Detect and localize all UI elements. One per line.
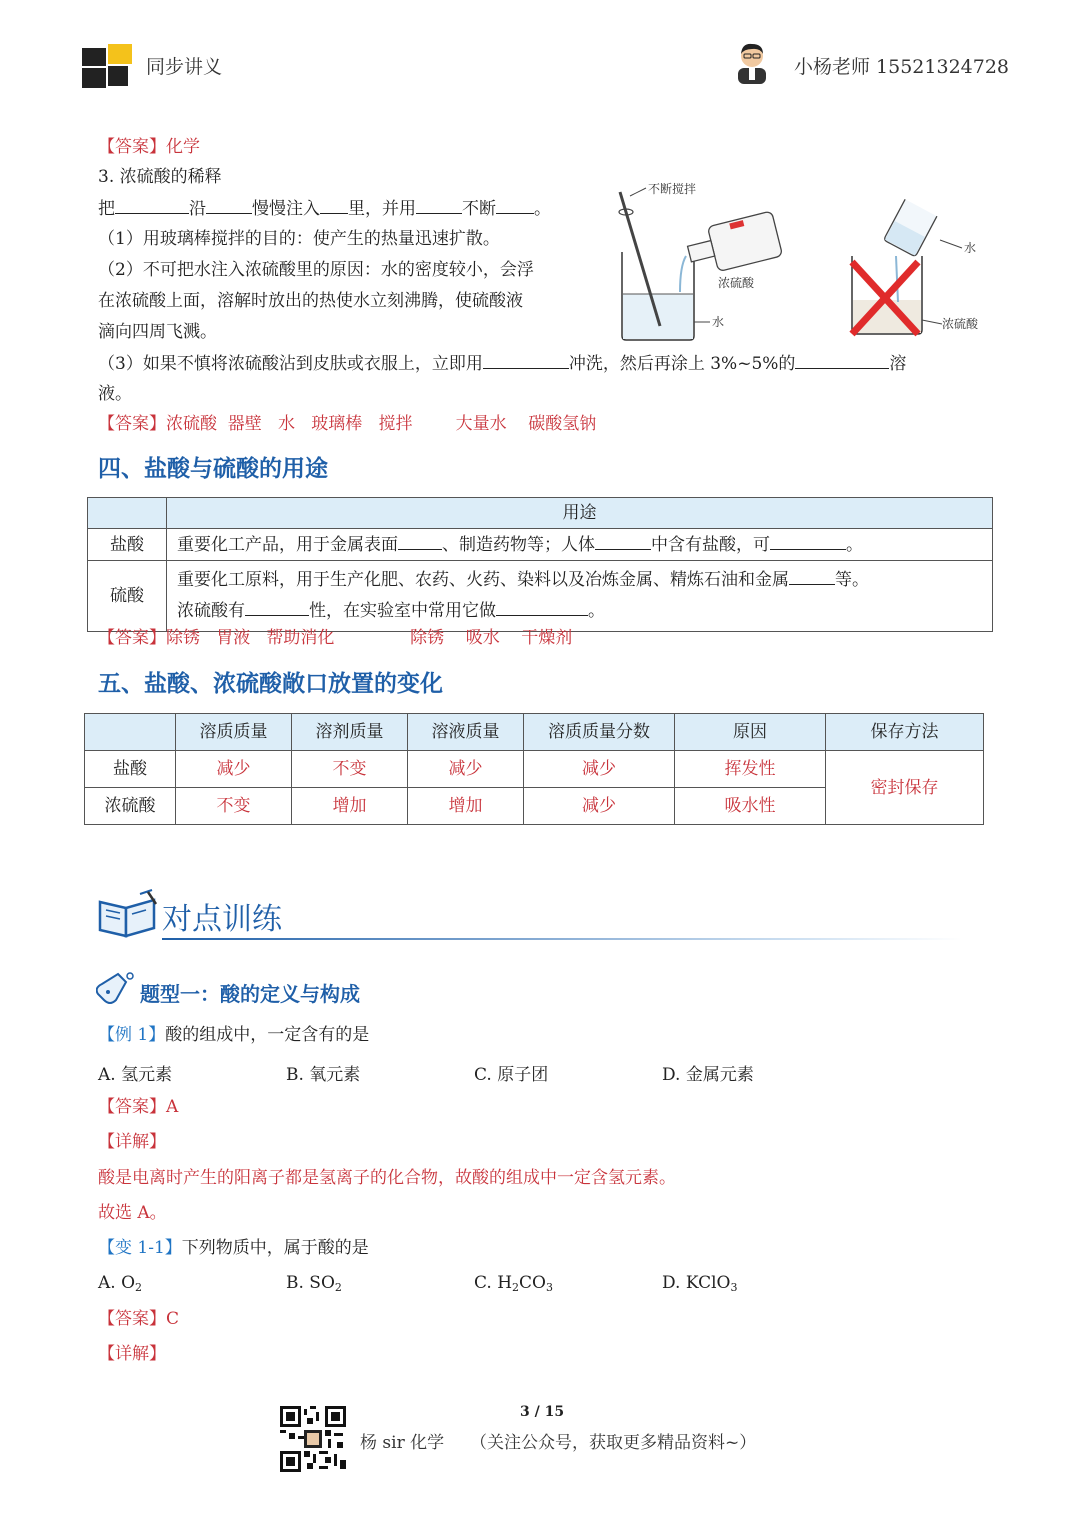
point-2-line-3: 滴向四周飞溅。 [98,322,217,342]
point-2-line-2: 在浓硫酸上面，溶解时放出的热使水立刻沸腾，使硫酸液 [98,291,523,311]
variant-question: 下列物质中，属于酸的是 [181,1238,369,1258]
var-option-b: B. $SO_2$ [286,1273,342,1294]
exposure-storage: 密封保存 [826,751,984,825]
example-1-question: 酸的组成中，一定含有的是 [165,1025,370,1045]
teacher-avatar-icon [734,40,770,84]
ex1-option-a: A. 氢元素 [98,1065,173,1085]
ex1-detail-label: 【详解】 [98,1132,166,1152]
ex1-choose: 故选 A。 [98,1203,167,1223]
row-text-hcl: 重要化工产品，用于金属表面 、制造药物等；人体 中含有盐酸，可 。 [167,529,993,561]
var-detail-label: 【详解】 [98,1344,166,1364]
point-1: （1）用玻璃棒搅拌的目的：使产生的热量迅速扩散。 [98,229,500,249]
exposure-table [84,713,984,825]
ex1-option-b: B. 氧元素 [286,1065,361,1085]
row-text-h2so4: 重要化工原料，用于生产化肥、农药、火药、染料以及冶炼金属、精炼石油和金属 等。 浓硫酸有 性，在实验室中常用它做 。 [167,561,993,632]
training-banner [96,886,976,946]
example-1 [98,1024,369,1046]
footer-note: （关注公众号，获取更多精品资料~） [470,1433,757,1453]
label-stir: 不断搅拌 [648,182,697,196]
exposure-cell: 减少 [524,788,675,825]
uses-table [87,497,993,632]
exposure-cell: 不变 [176,788,292,825]
qr-code[interactable] [280,1406,346,1472]
dilution-figure [608,176,1000,342]
row-name-hcl: 盐酸 [88,529,167,561]
exposure-cell: 减少 [176,751,292,788]
ex1-option-d: D. 金属元素 [662,1065,754,1085]
exposure-head-4: 溶质质量分数 [524,714,675,751]
label-right-acid: 浓硫酸 [942,317,979,331]
exposure-head-6: 保存方法 [826,714,984,751]
ex1-option-c: C. 原子团 [474,1065,549,1085]
teacher-avatar [734,40,770,84]
exposure-cell: 增加 [408,788,524,825]
ex1-detail: 酸是电离时产生的阳离子都是氢离子的化合物，故酸的组成中一定含氢元素。 [98,1168,676,1188]
fill-line [98,197,551,220]
qr-code-icon [280,1406,346,1472]
variant-tag: 【变 1-1】 [98,1238,182,1258]
exposure-row-name: 浓硫酸 [85,788,176,825]
exposure-row-name: 盐酸 [85,751,176,788]
var-option-a: A. $O_2$ [98,1273,143,1294]
exposure-head-1: 溶质质量 [176,714,292,751]
item3-title: 3. 浓硫酸的稀释 [98,167,222,187]
exposure-cell: 减少 [408,751,524,788]
exposure-head-0 [85,714,176,751]
open-book-icon [96,888,162,940]
exposure-cell: 减少 [524,751,675,788]
exposure-head-5: 原因 [675,714,826,751]
row-name-h2so4: 硫酸 [88,561,167,632]
answer-items: 浓硫酸 器壁 水 玻璃棒 搅拌 大量水 碳酸氢钠 [166,414,597,434]
exposure-cell: 增加 [292,788,408,825]
fill-word-2: 沿 [189,199,206,219]
exposure-head-3: 溶液质量 [408,714,524,751]
var-option-c: C. $H_2CO_3$ [474,1273,553,1294]
point-3 [98,352,906,375]
exposure-head-2: 溶剂质量 [292,714,408,751]
point-3-end: 液。 [98,384,132,404]
section-4-title: 四、盐酸与硫酸的用途 [98,456,328,482]
fill-word-1: 把 [98,199,115,219]
var-answer: 【答案】C [98,1309,180,1329]
point-3-text-c: 溶 [889,354,907,374]
answer-prev: 【答案】化学 [98,137,200,157]
section-5-title: 五、盐酸、浓硫酸敞口放置的变化 [98,671,443,697]
footer-brand: 杨 sir 化学 [360,1433,445,1453]
point-3-text-b: 冲洗，然后再涂上 3%~5%的 [568,354,796,374]
type1-title: 题型一：酸的定义与构成 [140,982,360,1006]
exposure-cell: 挥发性 [675,751,826,788]
point-2-line-1: （2）不可把水注入浓硫酸里的原因：水的密度较小，会浮 [98,260,534,280]
answer-label: 【答案】 [98,414,166,434]
brand-logo [82,44,134,88]
fill-word-3: 慢慢注入 [252,199,320,219]
label-left-acid: 浓硫酸 [718,276,755,290]
point-3-text-a: （3）如果不慎将浓硫酸沾到皮肤或衣服上，立即用 [98,354,483,374]
page-number: 3 / 15 [520,1404,565,1420]
answer-uses: 【答案】除锈 胃液 帮助消化 除锈 吸水 干燥剂 [98,628,573,648]
variant-1-1 [98,1237,369,1259]
dilution-illustration [608,176,1000,342]
ex1-answer: 【答案】A [98,1097,179,1117]
fill-word-6: 。 [534,199,551,219]
label-left-water: 水 [712,315,725,329]
uses-col-head: 用途 [167,498,993,529]
label-right-water: 水 [964,241,977,255]
example-1-tag: 【例 1】 [98,1025,166,1045]
fill-word-4: 里，并用 [348,199,416,219]
fill-word-5: 不断 [462,199,496,219]
answer-dilution [98,413,596,435]
var-option-d: D. KClO$_3$ [662,1273,738,1294]
flask-icon [96,970,136,1008]
logo-icon [82,44,134,88]
series-title: 同步讲义 [146,56,223,78]
teacher-contact: 小杨老师 15521324728 [794,56,1010,78]
training-title: 对点训练 [162,902,282,937]
exposure-cell: 吸水性 [675,788,826,825]
exposure-cell: 不变 [292,751,408,788]
